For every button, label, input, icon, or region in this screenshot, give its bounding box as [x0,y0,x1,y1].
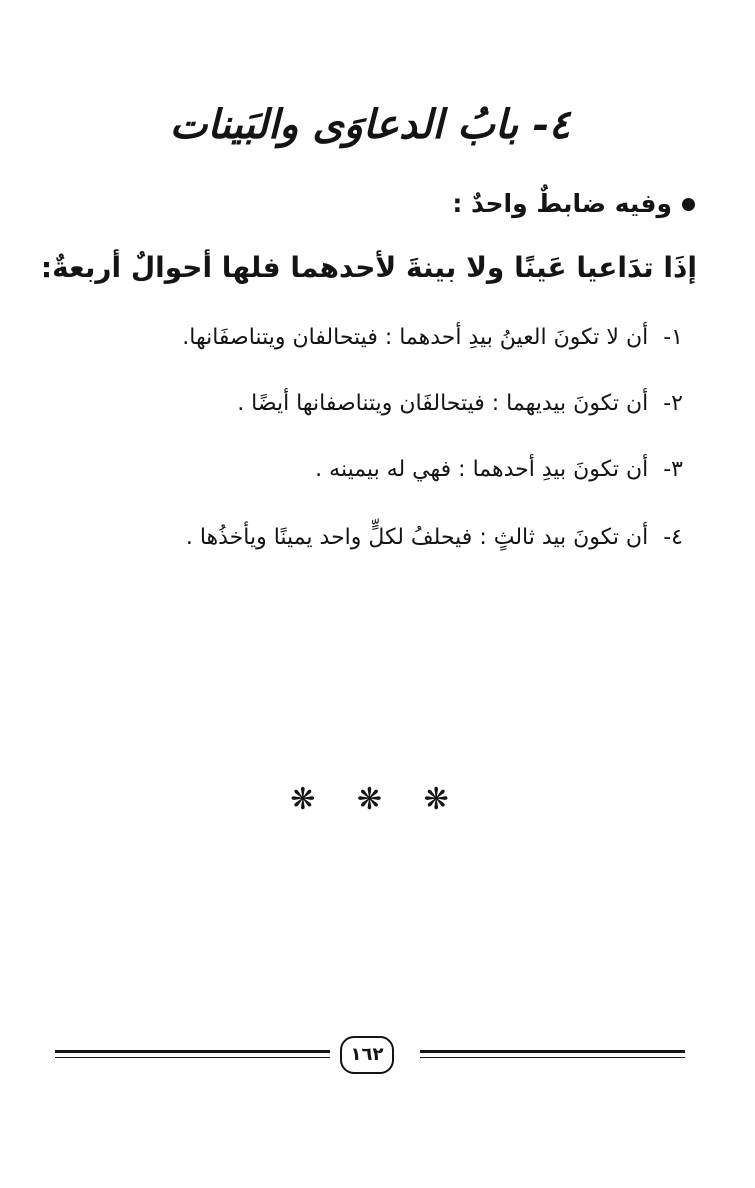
list-item-number: ١- [663,325,683,350]
section-separator: ❋ ❋ ❋ [290,782,465,817]
footer-rule-right-thick [420,1050,685,1053]
footer-rule-right-thin [420,1057,685,1058]
list-item-text: أن لا تكونَ العينُ بيدِ أحدهما : فيتحالفان ويتناصفَانها. [182,325,649,350]
list-item-number: ٤- [663,525,683,550]
bullet-icon [682,198,695,211]
chapter-title: ٤- بابُ الدعاوَى والبَينات [169,101,571,148]
page-number: ١٦٢ [340,1036,394,1074]
list-item [237,386,683,422]
footer-rule-left-thin [55,1057,330,1058]
rule-statement: إذَا تدَاعيا عَينًا ولا بينةَ لأحدهما فلها أحوالٌ أربعةٌ: [40,251,697,284]
list-item-number: ٢- [663,391,683,416]
list-item-number: ٣- [663,457,683,482]
list-item-text: أن تكونَ بيدِ أحدهما : فهي له بيمينه . [315,457,649,482]
list-item [315,452,683,488]
section-subheading [452,186,695,222]
list-item [182,320,683,356]
subheading-text: وفيه ضابطٌ واحدٌ : [452,189,672,218]
list-item-text: أن تكونَ بيد ثالثٍ : فيحلفُ لكلٍّ واحد يمينًا ويأخذُها . [185,525,649,550]
list-item [186,520,683,556]
footer-rule-left-thick [55,1050,330,1053]
list-item-text: أن تكونَ بيديهما : فيتحالفَان ويتناصفانها أيضًا . [237,391,649,416]
